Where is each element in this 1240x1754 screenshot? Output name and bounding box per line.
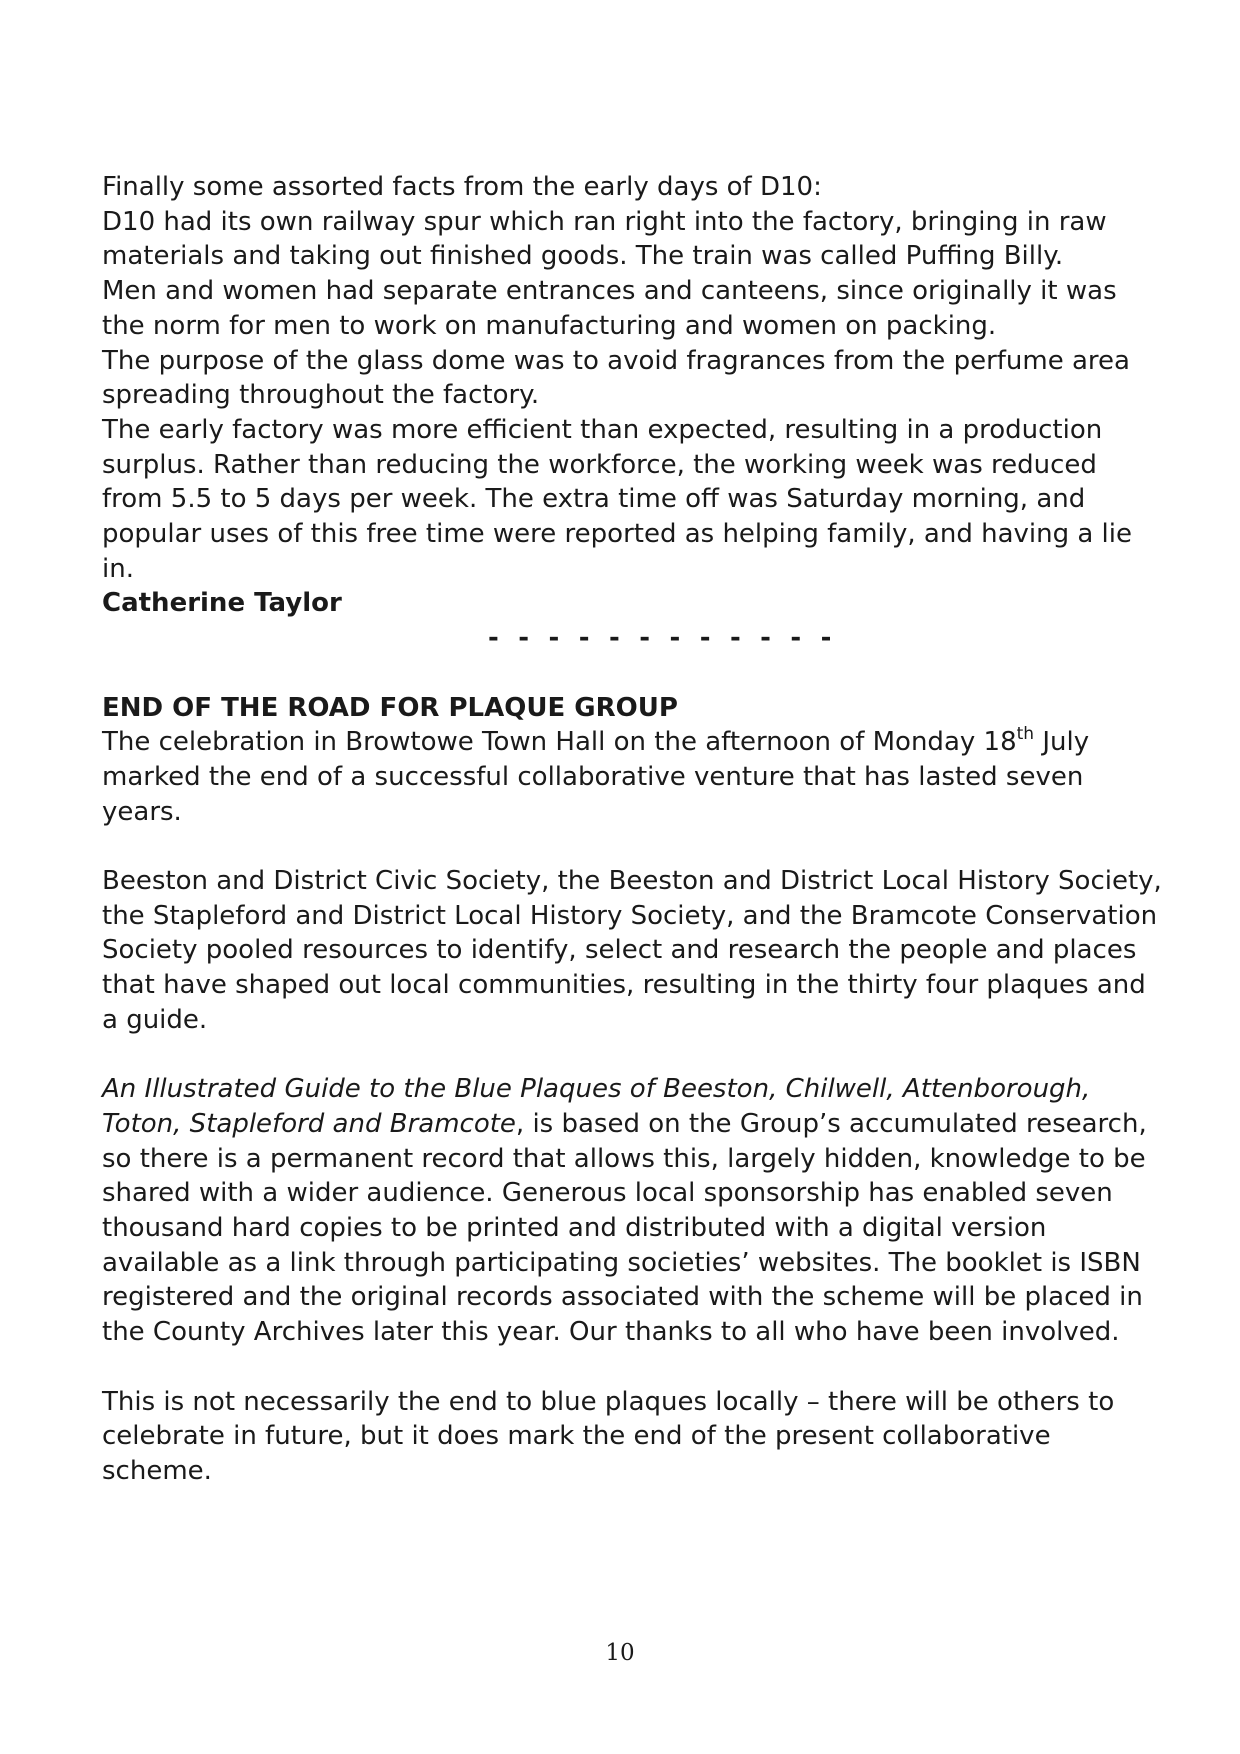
fact-separate-entrances: Men and women had separate entrances and canteens, since originally it was the norm for men to work on manufacturing and women on packing. bbox=[102, 276, 1117, 341]
spacer bbox=[102, 1350, 1162, 1385]
article-heading: END OF THE ROAD FOR PLAQUE GROUP bbox=[102, 692, 678, 723]
ordinal-suffix: th bbox=[1016, 724, 1035, 745]
paragraph-guide bbox=[102, 1072, 1162, 1350]
author-name: Catherine Taylor bbox=[102, 588, 342, 619]
guide-title: An Illustrated Guide to the Blue Plaques of Beeston, Chilwell, Attenborough, Toton, Stapleford and Bramcote bbox=[102, 1074, 1091, 1139]
fact-working-week: The early factory was more efficient than expected, resulting in a production surplus. Rather than reducing the workforce, the working week was reduced from 5.5 to 5 days per week. The extra time off was Saturday morning, and popular uses of this free time were reported as helping family, and having a lie in. bbox=[102, 414, 1132, 584]
newsletter-page bbox=[102, 170, 1162, 1489]
celebration-text-start: The celebration in Browtowe Town Hall on the afternoon of Monday 18 bbox=[102, 727, 1017, 758]
paragraph-closing: This is not necessarily the end to blue plaques locally – there will be others to celebrate in future, but it does mark the end of the present collaborative scheme. bbox=[102, 1386, 1115, 1486]
page-number: 10 bbox=[605, 1640, 635, 1666]
spacer bbox=[102, 829, 1162, 864]
spacer bbox=[102, 1038, 1162, 1073]
spacer bbox=[102, 656, 1162, 691]
paragraph-societies: Beeston and District Civic Society, the Beeston and District Local History Society, the Stapleford and District Local History Society, and the Bramcote Conservation Society pooled resources to identify, select and research the people and places that have shaped out local communities, resulting in the thirty four plaques and a guide. bbox=[102, 866, 1162, 1035]
section-divider: - - - - - - - - - - - - bbox=[488, 623, 837, 654]
celebration-text-end: July marked the end of a successful collaborative venture that has lasted seven years. bbox=[102, 727, 1090, 827]
facts-intro: Finally some assorted facts from the early days of D10: bbox=[102, 172, 822, 202]
fact-glass-dome: The purpose of the glass dome was to avoid fragrances from the perfume area spreading throughout the factory. bbox=[102, 345, 1130, 411]
guide-description: , is based on the Group’s accumulated research, so there is a permanent record that allows this, largely hidden, knowledge to be shared with a wider audience. Generous local sponsorship has enabled seven thousand hard copies to be printed and distributed with a digital version available as a link through participating societies’ websites. The booklet is ISBN registered and the original records associated with the scheme will be placed in the County Archives later this year. Our thanks to all who have been involved. bbox=[102, 1108, 1147, 1348]
paragraph-celebration bbox=[102, 725, 1162, 829]
fact-railway-spur: D10 had its own railway spur which ran right into the factory, bringing in raw materials and taking out finished goods. The train was called Puffing Billy. bbox=[102, 206, 1107, 272]
